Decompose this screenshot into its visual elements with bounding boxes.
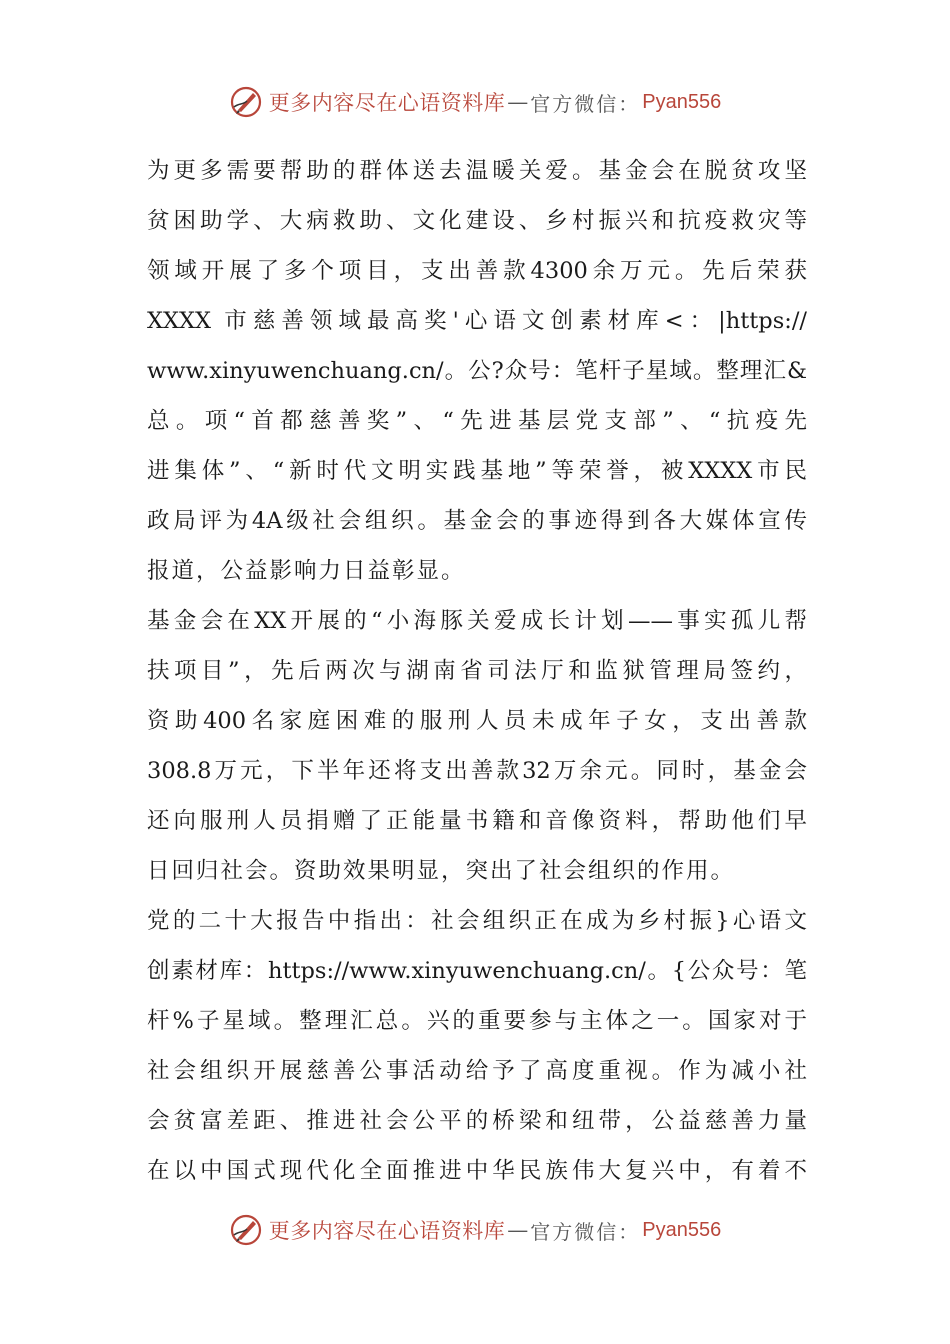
body-line: 在以中国式现代化全面推进中华民族伟大复兴中，有着不 — [147, 1158, 807, 1184]
body-line: XXXX 市慈善领域最高奖'心语文创素材库<：|https:// — [147, 308, 807, 334]
footer-wechat-label: 官方微信： — [530, 1219, 641, 1244]
body-line: 总。项“首都慈善奖”、“先进基层党支部”、“抗疫先 — [147, 408, 807, 434]
footer-wechat-id: Pyan556 — [642, 1218, 722, 1241]
body-line: 进集体”、“新时代文明实践基地”等荣誉，被XXXX市民 — [147, 458, 807, 484]
body-line: 社会组织开展慈善公事活动给予了高度重视。作为减小社 — [147, 1058, 807, 1084]
body-line: 基金会在XX开展的“小海豚关爱成长计划——事实孤儿帮 — [147, 608, 807, 634]
body-line: 杆%子星域。整理汇总。兴的重要参与主体之一。国家对于 — [147, 1008, 807, 1034]
header-wechat-label: 官方微信： — [530, 91, 641, 116]
header-banner — [0, 80, 950, 124]
body-line: 贫困助学、大病救助、文化建设、乡村振兴和抗疫救灾等 — [147, 208, 807, 234]
pen-logo-icon — [229, 85, 263, 119]
footer-separator: — — [507, 1218, 529, 1242]
header-separator: — — [507, 90, 529, 114]
pen-logo-icon — [229, 1213, 263, 1247]
header-wechat-id: Pyan556 — [642, 90, 722, 113]
body-line: 资助400名家庭困难的服刑人员未成年子女，支出善款 — [147, 708, 807, 734]
body-line: 报道，公益影响力日益彰显。 — [147, 558, 466, 584]
footer-brand-text: 更多内容尽在心语资料库 — [268, 1219, 506, 1243]
body-line: 308.8万元，下半年还将支出善款32万余元。同时，基金会 — [147, 758, 807, 784]
body-line: 还向服刑人员捐赠了正能量书籍和音像资料，帮助他们早 — [147, 808, 807, 834]
body-line: 党的二十大报告中指出：社会组织正在成为乡村振}心语文 — [147, 908, 807, 934]
footer-banner — [0, 1208, 950, 1252]
header-brand-text: 更多内容尽在心语资料库 — [268, 91, 506, 115]
body-line: 为更多需要帮助的群体送去温暖关爱。基金会在脱贫攻坚 — [147, 158, 807, 184]
body-line: 扶项目”，先后两次与湖南省司法厅和监狱管理局签约， — [147, 658, 807, 684]
body-line: 日回归社会。资助效果明显，突出了社会组织的作用。 — [147, 858, 736, 884]
document-body — [147, 146, 807, 1196]
body-line: www.xinyuwenchuang.cn/。公?众号：笔杆子星域。整理汇& — [147, 358, 807, 384]
body-line: 会贫富差距、推进社会公平的桥梁和纽带，公益慈善力量 — [147, 1108, 807, 1134]
body-line: 领域开展了多个项目，支出善款4300余万元。先后荣获 — [147, 258, 807, 284]
body-line: 创素材库：https://www.xinyuwenchuang.cn/。{公众号：笔 — [147, 958, 807, 984]
body-line: 政局评为4A级社会组织。基金会的事迹得到各大媒体宣传 — [147, 508, 807, 534]
